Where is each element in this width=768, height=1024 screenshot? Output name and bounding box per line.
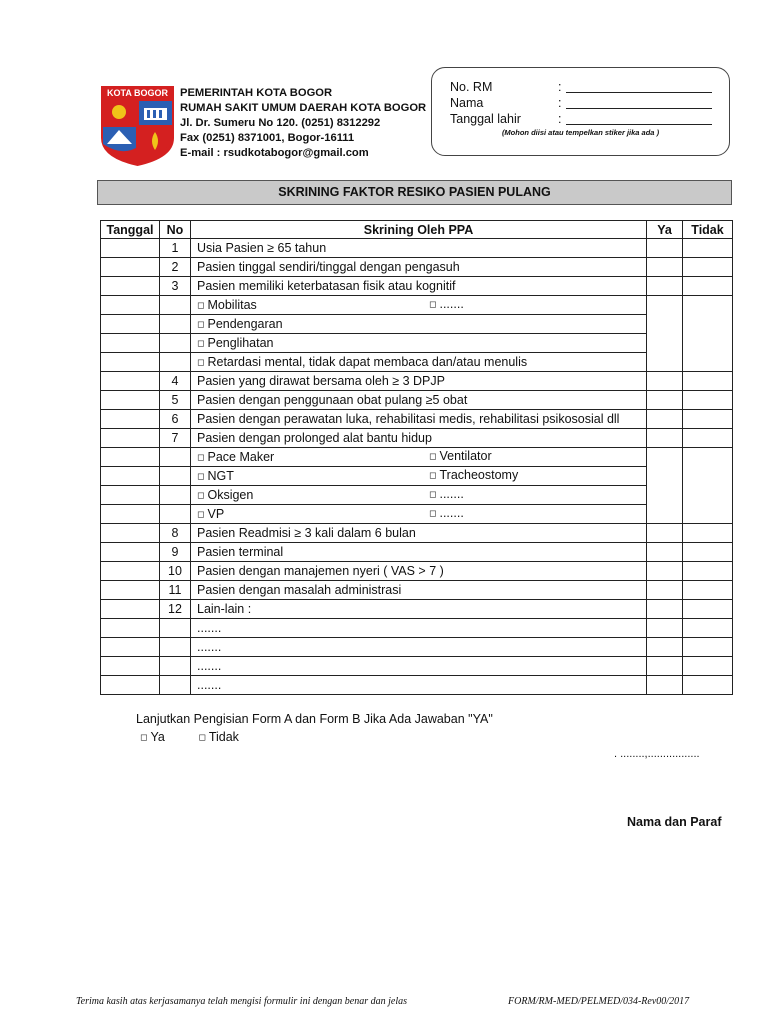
cell-screening-item: [191, 543, 647, 562]
cell-ya[interactable]: [647, 239, 683, 258]
cell-tanggal[interactable]: [101, 562, 160, 581]
cell-screening-item: [191, 676, 647, 695]
table-row: [101, 391, 733, 410]
fill-line: [566, 92, 712, 93]
table-row: [101, 334, 733, 353]
cell-tanggal[interactable]: [101, 600, 160, 619]
table-row: [101, 239, 733, 258]
item-text: Lain-lain :: [197, 602, 252, 616]
cell-screening-item: [191, 239, 647, 258]
checkbox-icon: ◻: [140, 732, 148, 742]
cell-tanggal[interactable]: [101, 239, 160, 258]
cell-ya[interactable]: [647, 448, 683, 524]
table-row: [101, 467, 733, 486]
table-row: [101, 277, 733, 296]
item-text: .......: [197, 621, 222, 635]
cell-tidak[interactable]: [683, 619, 733, 638]
answer-options: [140, 730, 269, 744]
checkbox-icon: ◻: [197, 357, 205, 367]
cell-no: [160, 334, 191, 353]
cell-tidak[interactable]: [683, 410, 733, 429]
cell-no: 2: [160, 258, 191, 277]
cell-tidak[interactable]: [683, 239, 733, 258]
header-no: No: [160, 221, 191, 239]
cell-no: 11: [160, 581, 191, 600]
fill-line: [566, 108, 712, 109]
sub-option[interactable]: [429, 506, 464, 520]
form-code: FORM/RM-MED/PELMED/034-Rev00/2017: [508, 996, 690, 1007]
institution-line: E-mail : rsudkotabogor@gmail.com: [180, 147, 369, 159]
sub-option-label: Mobilitas: [207, 298, 257, 312]
cell-screening-item: [191, 353, 647, 372]
cell-screening-item: [191, 429, 647, 448]
cell-ya[interactable]: [647, 296, 683, 372]
table-row: [101, 676, 733, 695]
field-colon: :: [558, 80, 562, 94]
sub-option-label: .......: [439, 506, 464, 520]
cell-tanggal[interactable]: [101, 448, 160, 467]
header-tanggal: Tanggal: [101, 221, 160, 239]
table-row: [101, 581, 733, 600]
sticker-note: (Mohon diisi atau tempelkan stiker jika ada ): [501, 128, 660, 137]
cell-screening-item: [191, 600, 647, 619]
table-row: [101, 600, 733, 619]
cell-tidak[interactable]: [683, 258, 733, 277]
cell-tanggal[interactable]: [101, 353, 160, 372]
cell-ya[interactable]: [647, 258, 683, 277]
cell-ya[interactable]: [647, 657, 683, 676]
checkbox-icon: ◻: [429, 299, 437, 309]
table-row: [101, 258, 733, 277]
cell-screening-item: [191, 638, 647, 657]
cell-tanggal[interactable]: [101, 410, 160, 429]
table-row: [101, 619, 733, 638]
logo-text: KOTA BOGOR: [107, 88, 168, 98]
place-date-line[interactable]: . ........,.................: [614, 748, 700, 760]
cell-ya[interactable]: [647, 391, 683, 410]
header-tidak: Tidak: [683, 221, 733, 239]
table-row: [101, 543, 733, 562]
table-row: [101, 524, 733, 543]
cell-screening-item: [191, 657, 647, 676]
thanks-note: Terima kasih atas kerjasamanya telah mengisi formulir ini dengan benar dan jelas: [76, 996, 408, 1007]
cell-tidak[interactable]: [683, 296, 733, 372]
cell-ya[interactable]: [647, 277, 683, 296]
item-text: Pasien terminal: [197, 545, 284, 559]
signature-label: Nama dan Paraf: [627, 815, 722, 829]
cell-tanggal[interactable]: [101, 372, 160, 391]
table-row: [101, 505, 733, 524]
sub-option[interactable]: [197, 507, 224, 521]
continue-note: Lanjutkan Pengisian Form A dan Form B Jika Ada Jawaban "YA": [136, 712, 493, 726]
table-row: [101, 429, 733, 448]
sub-option[interactable]: [197, 488, 253, 502]
checkbox-icon: ◻: [198, 732, 206, 742]
table-row: [101, 410, 733, 429]
cell-tanggal[interactable]: [101, 638, 160, 657]
cell-ya[interactable]: [647, 581, 683, 600]
institution-line: PEMERINTAH KOTA BOGOR: [180, 87, 333, 99]
cell-no: [160, 486, 191, 505]
cell-tidak[interactable]: [683, 581, 733, 600]
item-text: Pasien yang dirawat bersama oleh ≥ 3 DPJP: [197, 374, 445, 388]
cell-tanggal[interactable]: [101, 258, 160, 277]
cell-no: [160, 448, 191, 467]
cell-tidak[interactable]: [683, 429, 733, 448]
cell-screening-item: [191, 505, 647, 524]
table-row: [101, 638, 733, 657]
sub-option-label: .......: [439, 487, 464, 501]
cell-screening-item: [191, 448, 647, 467]
cell-tanggal[interactable]: [101, 486, 160, 505]
cell-screening-item: [191, 334, 647, 353]
sub-option-label: VP: [207, 507, 225, 521]
item-text: Pasien tinggal sendiri/tinggal dengan pengasuh: [197, 260, 460, 274]
checkbox-icon: ◻: [197, 338, 205, 348]
institution-line: Jl. Dr. Sumeru No 120. (0251) 8312292: [180, 117, 381, 129]
cell-tidak[interactable]: [683, 638, 733, 657]
sub-option[interactable]: [197, 355, 527, 369]
sub-option-label: Retardasi mental, tidak dapat membaca dan/atau menulis: [207, 355, 528, 369]
sub-option-label: Ventilator: [439, 449, 492, 463]
item-text: Pasien dengan penggunaan obat pulang ≥5 obat: [197, 393, 468, 407]
cell-tanggal[interactable]: [101, 524, 160, 543]
cell-tanggal[interactable]: [101, 676, 160, 695]
table-row: [101, 486, 733, 505]
cell-screening-item: [191, 524, 647, 543]
field-nama[interactable]: [450, 96, 715, 112]
cell-screening-item: [191, 296, 647, 315]
field-tanggal-lahir[interactable]: [450, 112, 715, 128]
cell-screening-item: [191, 467, 647, 486]
cell-tanggal[interactable]: [101, 467, 160, 486]
institution-line: Fax (0251) 8371001, Bogor-16111: [180, 132, 355, 144]
cell-tanggal[interactable]: [101, 619, 160, 638]
cell-no: 1: [160, 239, 191, 258]
cell-tidak[interactable]: [683, 562, 733, 581]
cell-screening-item: [191, 372, 647, 391]
field-label: Nama: [450, 96, 484, 110]
cell-no: 7: [160, 429, 191, 448]
cell-screening-item: [191, 619, 647, 638]
sub-option[interactable]: [429, 468, 518, 482]
cell-tidak[interactable]: [683, 391, 733, 410]
item-text: Pasien memiliki keterbatasan fisik atau kognitif: [197, 279, 456, 293]
sub-option-label: Tracheostomy: [439, 468, 519, 482]
cell-ya[interactable]: [647, 524, 683, 543]
cell-tanggal[interactable]: [101, 277, 160, 296]
cell-tanggal[interactable]: [101, 505, 160, 524]
institution-line: RUMAH SAKIT UMUM DAERAH KOTA BOGOR: [180, 102, 427, 114]
cell-ya[interactable]: [647, 619, 683, 638]
cell-tidak[interactable]: [683, 277, 733, 296]
cell-no: 3: [160, 277, 191, 296]
checkbox-icon: ◻: [429, 470, 437, 480]
sub-option-label: .......: [439, 297, 464, 311]
sub-option[interactable]: [197, 336, 274, 350]
cell-no: [160, 619, 191, 638]
cell-ya[interactable]: [647, 372, 683, 391]
sub-option-label: Pendengaran: [207, 317, 283, 331]
field-no-rm[interactable]: [450, 80, 715, 96]
checkbox-icon: ◻: [197, 452, 205, 462]
sub-option[interactable]: [429, 297, 464, 311]
table-row: [101, 372, 733, 391]
cell-ya[interactable]: [647, 410, 683, 429]
cell-ya[interactable]: [647, 676, 683, 695]
screening-table: [100, 220, 733, 695]
cell-no: [160, 467, 191, 486]
cell-tanggal[interactable]: [101, 315, 160, 334]
checkbox-icon: ◻: [197, 509, 205, 519]
cell-tidak[interactable]: [683, 543, 733, 562]
table-row: [101, 657, 733, 676]
table-header-row: [101, 221, 733, 239]
item-text: .......: [197, 678, 222, 692]
cell-screening-item: [191, 391, 647, 410]
cell-screening-item: [191, 277, 647, 296]
cell-tidak[interactable]: [683, 600, 733, 619]
cell-no: [160, 353, 191, 372]
institution-info: [180, 86, 426, 161]
cell-screening-item: [191, 562, 647, 581]
cell-screening-item: [191, 486, 647, 505]
patient-identity-box: [431, 67, 730, 156]
sub-option[interactable]: [197, 450, 274, 464]
cell-no: 12: [160, 600, 191, 619]
cell-ya[interactable]: [647, 638, 683, 657]
cell-tidak[interactable]: [683, 676, 733, 695]
cell-no: 8: [160, 524, 191, 543]
cell-ya[interactable]: [647, 600, 683, 619]
cell-no: [160, 657, 191, 676]
cell-tanggal[interactable]: [101, 391, 160, 410]
checkbox-icon: ◻: [197, 319, 205, 329]
cell-tanggal[interactable]: [101, 296, 160, 315]
checkbox-icon: ◻: [197, 471, 205, 481]
cell-no: 10: [160, 562, 191, 581]
cell-no: 4: [160, 372, 191, 391]
cell-tanggal[interactable]: [101, 334, 160, 353]
fill-line: [566, 124, 712, 125]
cell-no: [160, 505, 191, 524]
sub-option-label: Penglihatan: [207, 336, 274, 350]
table-row: [101, 448, 733, 467]
table-row: [101, 562, 733, 581]
cell-ya[interactable]: [647, 429, 683, 448]
cell-tidak[interactable]: [683, 448, 733, 524]
checkbox-icon: ◻: [197, 490, 205, 500]
item-text: Pasien dengan prolonged alat bantu hidup: [197, 431, 432, 445]
sub-option-label: NGT: [207, 469, 234, 483]
option-label: Tidak: [208, 730, 239, 744]
cell-no: 6: [160, 410, 191, 429]
cell-screening-item: [191, 410, 647, 429]
cell-no: [160, 315, 191, 334]
field-colon: :: [558, 96, 562, 110]
checkbox-icon: ◻: [429, 489, 437, 499]
table-row: [101, 353, 733, 372]
cell-screening-item: [191, 581, 647, 600]
item-text: Pasien Readmisi ≥ 3 kali dalam 6 bulan: [197, 526, 416, 540]
header-skrining: Skrining Oleh PPA: [191, 221, 647, 239]
cell-ya[interactable]: [647, 562, 683, 581]
cell-screening-item: [191, 315, 647, 334]
sub-option[interactable]: [197, 317, 283, 331]
cell-ya[interactable]: [647, 543, 683, 562]
sub-option[interactable]: [197, 469, 234, 483]
sub-option-label: Pace Maker: [207, 450, 275, 464]
field-colon: :: [558, 112, 562, 126]
form-title: SKRINING FAKTOR RESIKO PASIEN PULANG: [97, 180, 732, 205]
option-tidak[interactable]: [198, 730, 239, 744]
sub-option[interactable]: [429, 449, 492, 463]
cell-no: 9: [160, 543, 191, 562]
checkbox-icon: ◻: [429, 508, 437, 518]
cell-tidak[interactable]: [683, 657, 733, 676]
cell-tanggal[interactable]: [101, 657, 160, 676]
item-text: Pasien dengan manajemen nyeri ( VAS > 7 ): [197, 564, 444, 578]
cell-no: [160, 638, 191, 657]
sub-option[interactable]: [197, 298, 257, 312]
table-body: [101, 239, 733, 695]
kota-bogor-logo: [101, 86, 174, 166]
item-text: .......: [197, 640, 222, 654]
item-text: .......: [197, 659, 222, 673]
field-label: No. RM: [450, 80, 493, 94]
cell-no: [160, 676, 191, 695]
field-label: Tanggal lahir: [450, 112, 521, 126]
table-row: [101, 315, 733, 334]
sub-option-label: Oksigen: [207, 488, 254, 502]
cell-screening-item: [191, 258, 647, 277]
cell-tanggal[interactable]: [101, 543, 160, 562]
item-text: Pasien dengan perawatan luka, rehabilitasi medis, rehabilitasi psikososial dll: [197, 412, 620, 426]
cell-tanggal[interactable]: [101, 429, 160, 448]
checkbox-icon: ◻: [197, 300, 205, 310]
cell-tanggal[interactable]: [101, 581, 160, 600]
table-row: [101, 296, 733, 315]
cell-no: 5: [160, 391, 191, 410]
option-label: Ya: [150, 730, 165, 744]
cell-no: [160, 296, 191, 315]
cell-tidak[interactable]: [683, 372, 733, 391]
sub-option[interactable]: [429, 487, 464, 501]
item-text: Pasien dengan masalah administrasi: [197, 583, 402, 597]
header-ya: Ya: [647, 221, 683, 239]
item-text: Usia Pasien ≥ 65 tahun: [197, 241, 327, 255]
checkbox-icon: ◻: [429, 451, 437, 461]
option-ya[interactable]: [140, 730, 165, 744]
cell-tidak[interactable]: [683, 524, 733, 543]
